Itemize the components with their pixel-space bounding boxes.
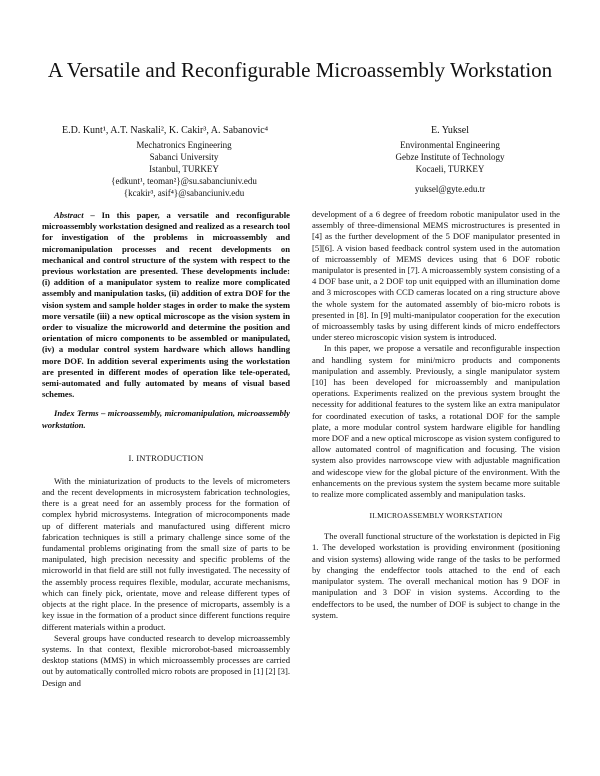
author-names-right: E. Yuksel (431, 125, 469, 136)
affiliation-line: Istanbul, TURKEY (149, 164, 219, 174)
author-email: {edkunt¹, teoman²}@su.sabanciuniv.edu (111, 176, 257, 186)
author-email: yuksel@gyte.edu.tr (414, 184, 486, 194)
author-block-right (360, 124, 540, 195)
body-paragraph: In this paper, we propose a versatile and reconfigurable inspection and handling system for mini/micro products and components manipulation and assembly. Previously, a single manipulator system [10] has been developed for microassembly and manipulation operations. Experiments realized on the previous system brought the necessity for additional features to the system like an extra manipulator for coordinated execution of tasks, a rotational DOF for the sample plate, a more modular control system hardware eligible for handling more DOF and a new optical microscope as vision system configured to allow automated control of magnification and focusing. The vision system also provides narrowscope view with adjustable magnification and widescope view for the global picture of the environment. With the enhancements on the previous system the system became more suitable to realize more complicated assembly and manipulation tasks. (312, 343, 560, 500)
body-paragraph: With the miniaturization of products to the levels of micrometers and the recent developments in microsystem fabrication technologies, there is a great need for an assembly process for the formation of complex hybrid microsystems. Integration of microcomponents made up of different materials and manufactured using different micro fabrication techniques is still a primary challenge since some of the fundamental problems originating from the small size of parts to be manipulated, high precision necessity and specific problems of the microworld in that field are still not fully investigated. The necessity of the assembly process requires flexible, modular, accurate mechanisms, which can finely pick, orientate, move and release different types of objects at the right place. In the presence of microparts, assembly is a key issue in the formation of a product since different functions require different materials within a product. (42, 475, 290, 632)
author-email: {kcakir³, asif⁴}@sabanciuniv.edu (123, 188, 245, 198)
paper-title: A Versatile and Reconfigurable Microassembly Workstation (47, 58, 553, 82)
body-paragraph: Several groups have conducted research to develop microassembly systems. In that context, flexible microrobot-based microassembly desktop stations (MMS) in which microassembly processes are carried out by automatically controlled micro robots are proposed in [1] [2] [3]. Design and (42, 632, 290, 688)
affiliation-line: Sabanci University (149, 152, 219, 162)
affiliation-line: Environmental Engineering (400, 140, 500, 150)
body-paragraph: development of a 6 degree of freedom robotic manipulator used in the assembly of three-dimensional MEMS microstructures is presented in [4] as the further development of the 5 DOF manipulator presented in [5][6]. A vision based feedback control system used in the automation of microassembly of MEMS devices using that 6 DOF robotic manipulator is presented in [7]. A microassembly system consisting of a 4 DOF base unit, a 2 DOF top unit equipped with an illumination dome and 3 microscopes with CCD cameras located on a ring structure above the whole system for the automated assembly of bio-micro robots is presented in [8]. In [9] multi-manipulator cooperation for the execution of microassembly tasks by using different kinds of micro endeffectors under stereo microscopic vision system is introduced. (312, 209, 560, 343)
author-block-left (54, 124, 314, 199)
author-names-left: E.D. Kunt¹, A.T. Naskali², K. Cakir³, A. Sabanovic⁴ (62, 125, 269, 136)
right-column (312, 209, 560, 621)
section-heading-workstation: II.MICROASSEMBLY WORKSTATION (369, 511, 503, 521)
left-column (42, 210, 290, 689)
abstract-text: In this paper, a versatile and reconfigurable microassembly workstation designed and realized as a research tool for investigation of the problems in microassembly and micromanipulation processes and recent developments on mechanical and control structure of the system with respect to the previous workstation are presented. These developments include: (i) addition of a manipulator system to realize more complicated assembly and manipulation tasks, (ii) addition of extra DOF for the vision system and sample holder stages in order to make the system more versatile (iii) a new optical microscope as the vision system in order to visualize the microworld and determine the position and orientation of micro components to be assembled or manipulated, (iv) a modular control system hardware which allows handling more DOF. In addition several experiments using the workstation are presented in different modes of operation like tele-operated, semi-automated and fully automated by means of visual based schemes. (42, 210, 290, 400)
affiliation-line: Mechatronics Engineering (136, 140, 232, 150)
abstract (42, 210, 290, 400)
abstract-label: Abstract – (54, 210, 95, 220)
affiliation-line: Kocaeli, TURKEY (415, 164, 485, 174)
body-paragraph: The overall functional structure of the workstation is depicted in Fig 1. The developed workstation is providing environment (positioning and vision systems) allowing wide range of the tasks to be performed by changing the endeffector tools attached to the end of each manipulator system. The overall mechanical motion has 9 DOF in manipulation and 3 DOF in vision systems. According to the endeffectors to be used, the number of DOF is subject to change in the system. (312, 531, 560, 620)
index-terms: Index Terms – microassembly, micromanipulation, microassembly workstation. (42, 408, 290, 430)
section-heading-introduction: I. INTRODUCTION (128, 452, 204, 463)
affiliation-line: Gebze Institute of Technology (395, 152, 505, 162)
